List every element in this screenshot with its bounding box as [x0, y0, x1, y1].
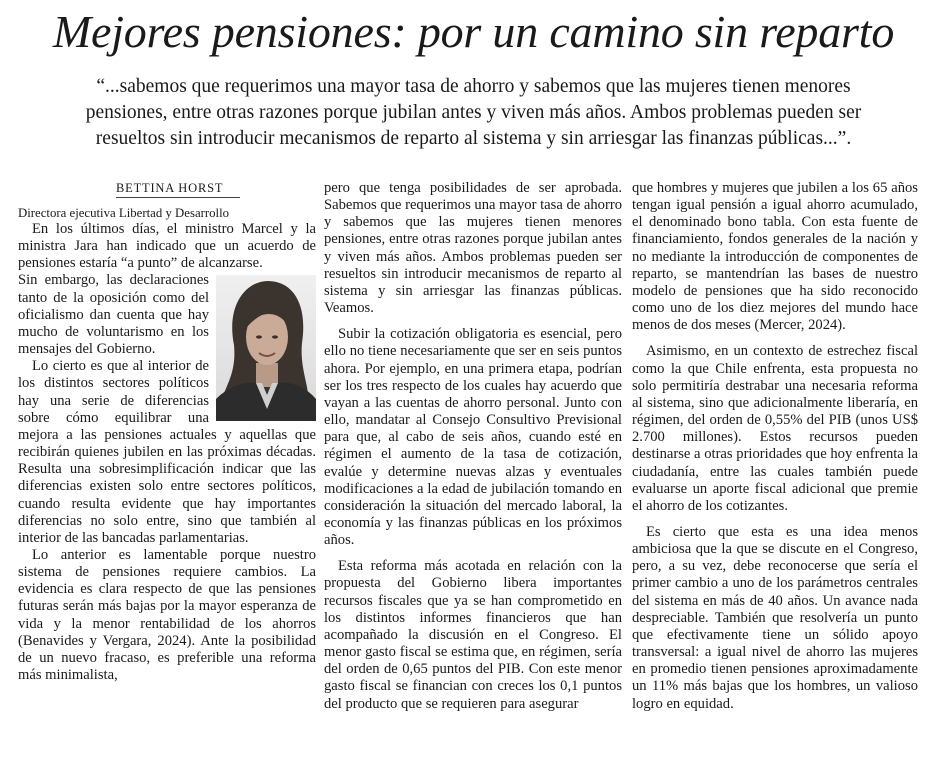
deck-line: resueltos sin introducir mecanismos de reparto al sistema y sin arriesgar las finanzas públicas...”. [95, 128, 852, 149]
column-1 [18, 180, 316, 684]
paragraph: Esta reforma más acotada en relación con la propuesta del Gobierno libera importantes recursos fiscales que ya se han comprometido en los distintos informes financieros que han acompañado la discusión en el Congreso. El menor gasto fiscal se estima que, en régimen, sería del orden de 0,65 puntos del PIB. Con este menor gasto fiscal se financian con creces los 0,1 puntos del producto que se requieren para asegurar [324, 558, 622, 712]
author-name: BETTINA HORST [116, 181, 224, 195]
deck-line: “...sabemos que requerimos una mayor tasa de ahorro y sabemos que las mujeres tienen menores [96, 76, 851, 97]
paragraph: pero que tenga posibilidades de ser aprobada. Sabemos que requerimos una mayor tasa de ahorro y sabemos que las mujeres tienen menores pensiones, entre otras razones porque jubilan antes y viven más años. Ambos problemas pueden ser resueltos sin introducir mecanismos de reparto al sistema y sin arriesgar las finanzas públicas. Veamos. [324, 180, 622, 317]
deck-line: pensiones, entre otras razones porque jubilan antes y viven más años. Ambos problemas pueden ser [85, 102, 862, 123]
paragraph: Lo cierto es que al interior de los distintos sectores políticos hay una serie de diferencias sobre cómo equilibrar una mejora a las pensiones actuales y aquellas que recibirán quienes jubilen en las próximas décadas. Resulta una sobresimplificación indicar que las diferencias existen solo entre sectores políticos, cuando resulta evidente que hay importantes diferencias no solo entre, sino que también al interior de las bancadas parlamentarias. [18, 358, 316, 546]
byline-divider [116, 197, 240, 198]
headline: Mejores pensiones: por un camino sin reparto [52, 6, 895, 57]
deck-quote [30, 74, 917, 152]
paragraph: Asimismo, en un contexto de estrechez fiscal como la que Chile enfrenta, esta propuesta no solo permitiría destrabar una necesaria reforma al sistema, sino que adicionalmente liberaría, en régimen, del orden de 0,55% del PIB (unos US$ 2.700 millones). Estos recursos pueden destinarse a otras prioridades que hoy enfrenta la ciudadanía, entre las cuales también puede evaluarse un aporte fiscal adicional que premie el ahorro de los cotizantes. [632, 343, 918, 514]
author-photo [216, 275, 316, 421]
paragraph: Subir la cotización obligatoria es esencial, pero ello no tiene necesariamente que ser en seis puntos ahora. Por ejemplo, en una primera etapa, podrían ser los tres respecto de los cuales hay acuerdo que vayan a las cuentas de ahorro personal. Junto con ello, mandatar al Consejo Consultivo Previsional para que, al cabo de seis años, cuando esté en régimen el aumento de la tasa de cotización, evalúe y determine nuevas alzas y eventuales modificaciones a la edad de jubilación tomando en consideración la situación del mercado laboral, la economía y las finanzas públicas en los próximos años. [324, 326, 622, 549]
paragraph: Es cierto que esta es una idea menos ambiciosa que la que se discute en el Congreso, pero, a su vez, debe reconocerse que sería el primer cambio a uno de los parámetros centrales del sistema en más de 40 años. Un avance nada despreciable. También que resolvería un punto que efectivamente tiene un sólido apoyo transversal: a igual nivel de ahorro las mujeres en promedio tienen pensiones aproximadamente un 11% más bajas que los hombres, un valioso logro en equidad. [632, 523, 918, 712]
author-role: Directora ejecutiva Libertad y Desarrollo [18, 206, 230, 220]
column-2 [324, 180, 622, 713]
paragraph: Lo anterior es lamentable porque nuestro sistema de pensiones requiere cambios. La evidencia es clara respecto de que las pensiones futuras serán más bajas por la mayor esperanza de vida y la menor rentabilidad de los ahorros (Benavides y Vergara, 2024). Ante la posibilidad de un nuevo fracaso, es preferible una reforma más minimalista, [18, 546, 316, 684]
paragraph: Sin embargo, las declaraciones tanto de la oposición como del oficialismo dan cuenta que hay mucho de voluntarismo en los mensajes del Gobierno. [18, 272, 209, 358]
paragraph: que hombres y mujeres que jubilen a los 65 años tengan igual pensión a igual ahorro acumulado, el denominado bono tabla. Con esta fuente de financiamiento, fondos generales de la nación y no mediante la introducción de componentes de reparto, se mantendrían las bases de nuestro modelo de pensiones que ha sido reconocido como uno de los diez mejores del mundo hace menos de dos meses (Mercer, 2024). [632, 180, 918, 334]
author-portrait-icon [216, 275, 316, 421]
column-3 [632, 180, 918, 713]
paragraph: En los últimos días, el ministro Marcel y la ministra Jara han indicado que un acuerdo de pensiones estaría “a punto” de alcanzarse. [18, 221, 316, 272]
